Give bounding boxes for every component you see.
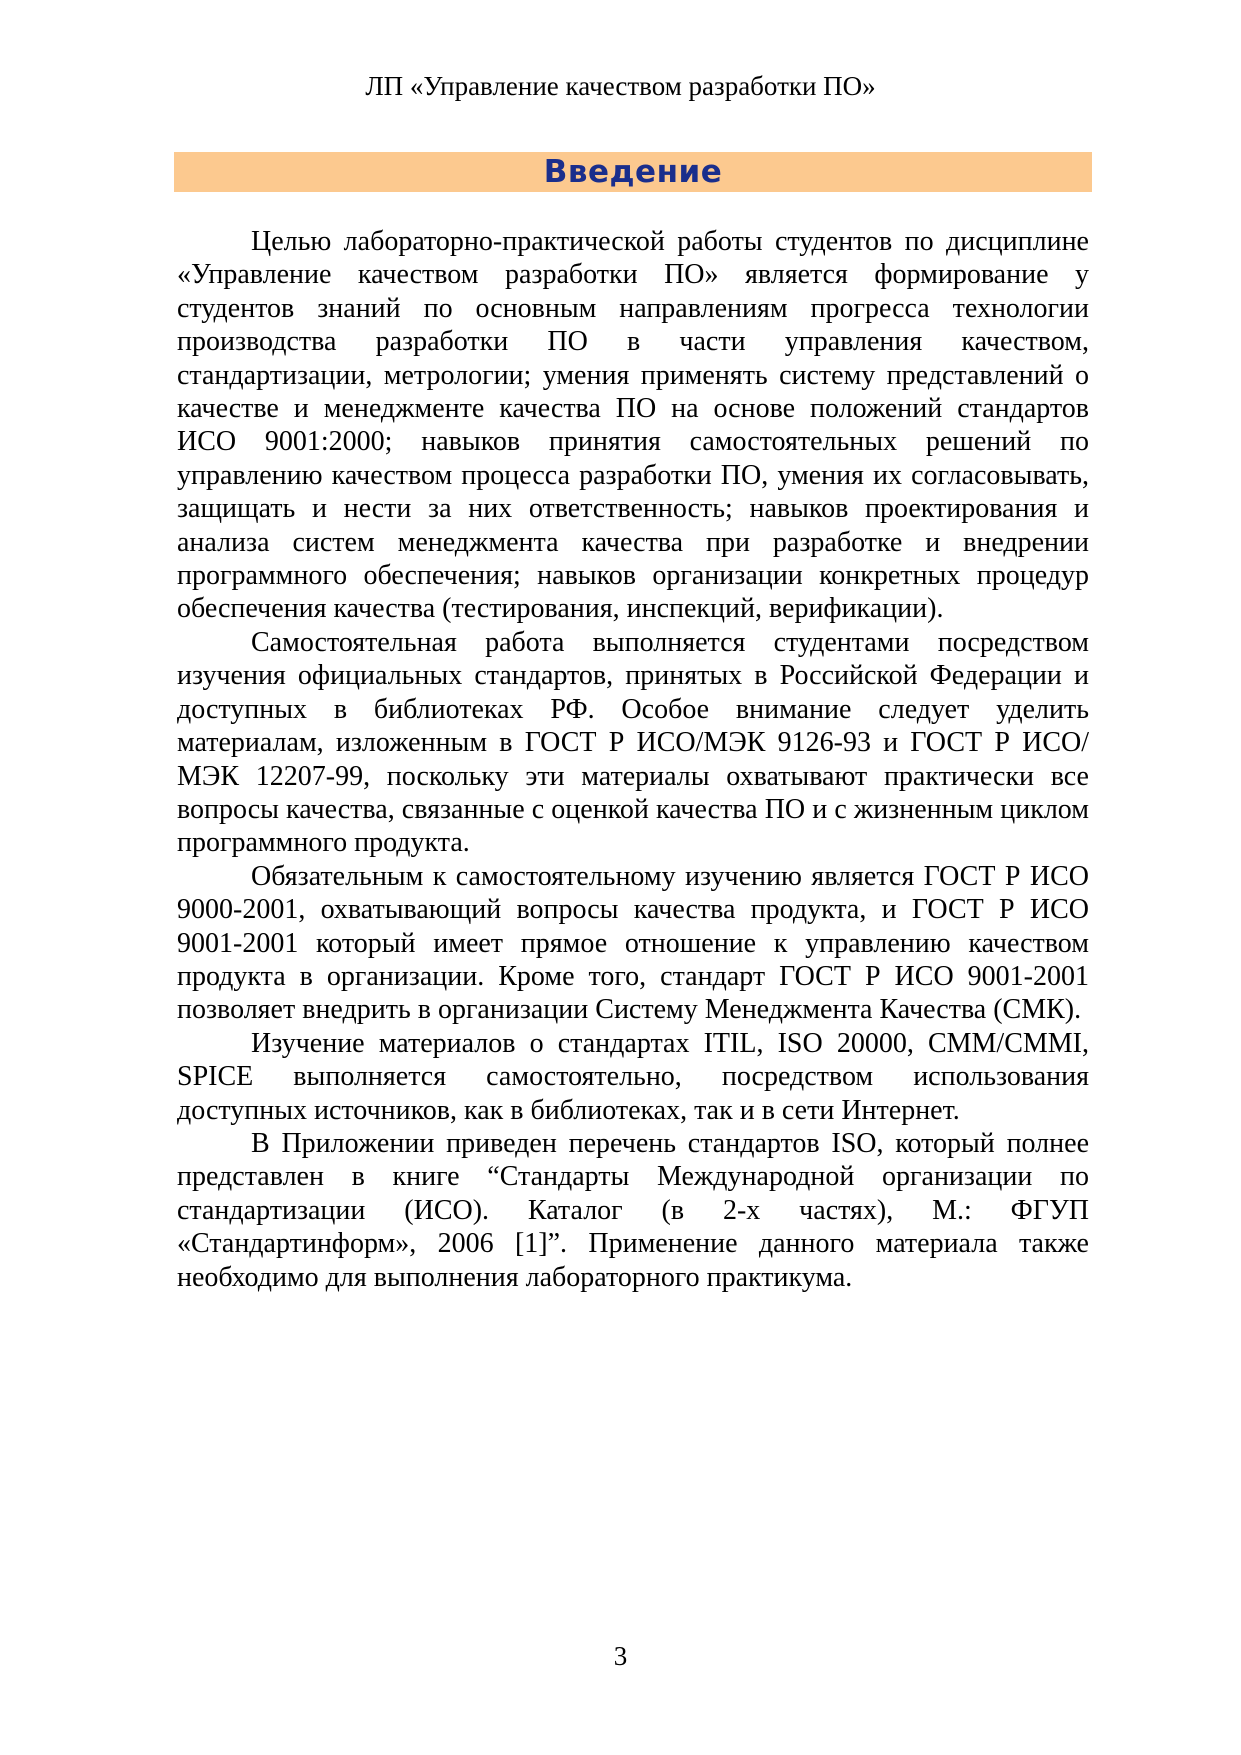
paragraph-5: В Приложении приведен перечень стандартов ISO, который полнее представлен в книге “Стандарты Международной организации по стандартизации (ИСО). Каталог (в 2-х частях), М.: ФГУП «Стандартинформ», 2006 [1]”. Применение данного материала также необходимо для выполнения лабораторного практикума. [177,1127,1089,1293]
paragraph-2: Самостоятельная работа выполняется студентами посредством изучения официальных стандартов, принятых в Российской Федерации и доступных в библиотеках РФ. Особое внимание следует уделить материалам, изложенным в ГОСТ Р ИСО/МЭК 9126-93 и ГОСТ Р ИСО/МЭК 12207-99, поскольку эти материалы охватывают практически все вопросы качества, связанные с оценкой качества ПО и с жизненным циклом программного продукта. [177,626,1089,859]
section-heading-banner [174,152,1092,192]
paragraph-4: Изучение материалов о стандартах ITIL, ISO 20000, CMM/CMMI, SPICE выполняется самостоятельно, посредством использования доступных источников, как в библиотеках, так и в сети Интернет. [177,1027,1089,1126]
section-title: Введение [543,154,723,190]
body-text [177,225,1089,1294]
page-number: 3 [613,1641,628,1671]
paragraph-3: Обязательным к самостоятельному изучению является ГОСТ Р ИСО 9000-2001, охватывающий вопросы качества продукта, и ГОСТ Р ИСО 9001-2001 который имеет прямое отношение к управлению качеством продукта в организации. Кроме того, стандарт ГОСТ Р ИСО 9001-2001 позволяет внедрить в организации Систему Менеджмента Качества (СМК). [177,860,1089,1026]
paragraph-1: Целью лабораторно-практической работы студентов по дисциплине «Управление качеством разработки ПО» является формирование у студентов знаний по основным направлениям прогресса технологии производства разработки ПО в части управления качеством, стандартизации, метрологии; умения применять систему представлений о качестве и менеджменте качества ПО на основе положений стандартов ИСО 9001:2000; навыков принятия самостоятельных решений по управлению качеством процесса разработки ПО, умения их согласовывать, защищать и нести за них ответственность; навыков проектирования и анализа систем менеджмента качества при разработке и внедрении программного обеспечения; навыков организации конкретных процедур обеспечения качества (тестирования, инспекций, верификации). [177,226,1089,625]
running-header: ЛП «Управление качеством разработки ПО» [365,71,876,101]
